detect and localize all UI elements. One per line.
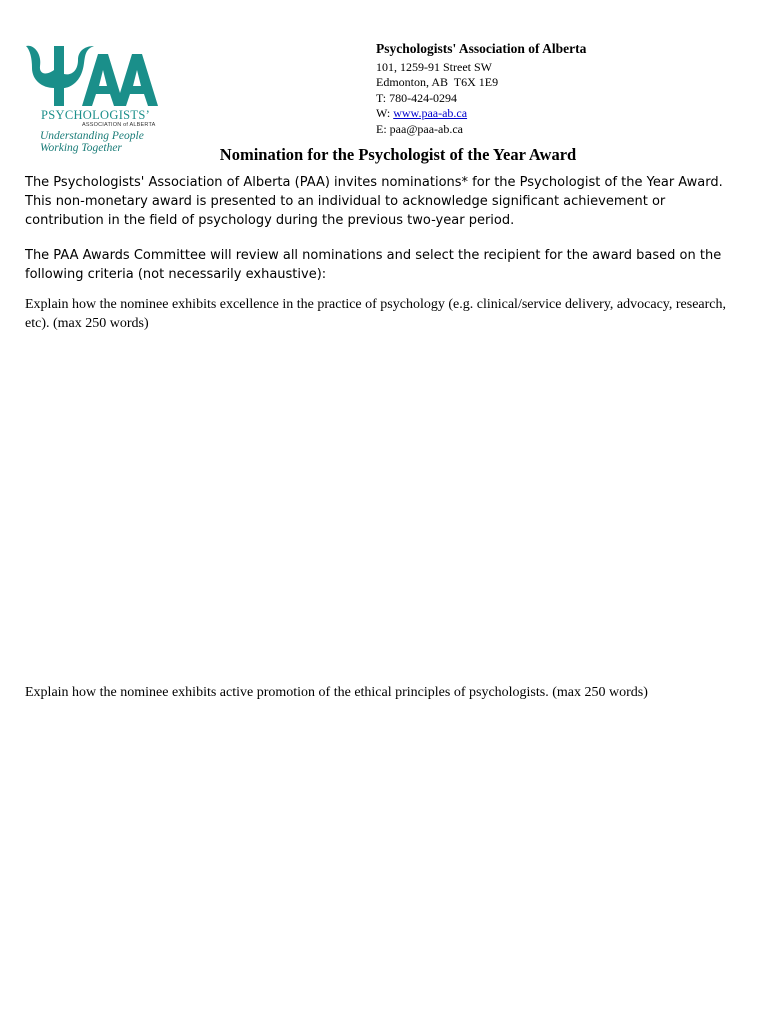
paa-monogram-icon: [24, 40, 159, 110]
contact-web-row: [376, 106, 586, 122]
logo-tagline-2: Working Together: [40, 142, 122, 154]
contact-block: [376, 41, 586, 137]
contact-org: Psychologists' Association of Alberta: [376, 41, 587, 56]
logo-sub-line: ASSOCIATION of ALBERTA: [82, 122, 156, 128]
page-title: Nomination for the Psychologist of the Year Award: [219, 145, 577, 164]
contact-web-prefix: W:: [376, 106, 394, 120]
contact-web-link[interactable]: www.paa-ab.ca: [393, 106, 468, 120]
question-2: Explain how the nominee exhibits active promotion of the ethical principles of psychologists. (max 250 words): [25, 685, 648, 700]
contact-address-1: 101, 1259-91 Street SW: [376, 59, 492, 74]
intro-paragraph: The Psychologists' Association of Alberta (PAA) invites nominations* for the Psychologist of the Year Award. This non-monetary award is presented to an individual to acknowledge significant achievement or contribution in the field of psychology during the previous two-year period.: [25, 175, 723, 228]
contact-phone: T: 780-424-0294: [376, 90, 458, 105]
paa-logo: [24, 40, 159, 158]
contact-email: E: paa@paa-ab.ca: [376, 121, 463, 136]
question-1: Explain how the nominee exhibits excellence in the practice of psychology (e.g. clinical/service delivery, advocacy, research, etc). (max 250 words): [25, 297, 727, 331]
logo-org-line: PSYCHOLOGISTS’: [41, 108, 151, 122]
logo-tagline-1: Understanding People: [40, 130, 144, 142]
criteria-intro-paragraph: The PAA Awards Committee will review all nominations and select the recipient for the award based on the following criteria (not necessarily exhaustive):: [25, 248, 722, 282]
contact-address-2: Edmonton, AB T6X 1E9: [376, 75, 499, 89]
